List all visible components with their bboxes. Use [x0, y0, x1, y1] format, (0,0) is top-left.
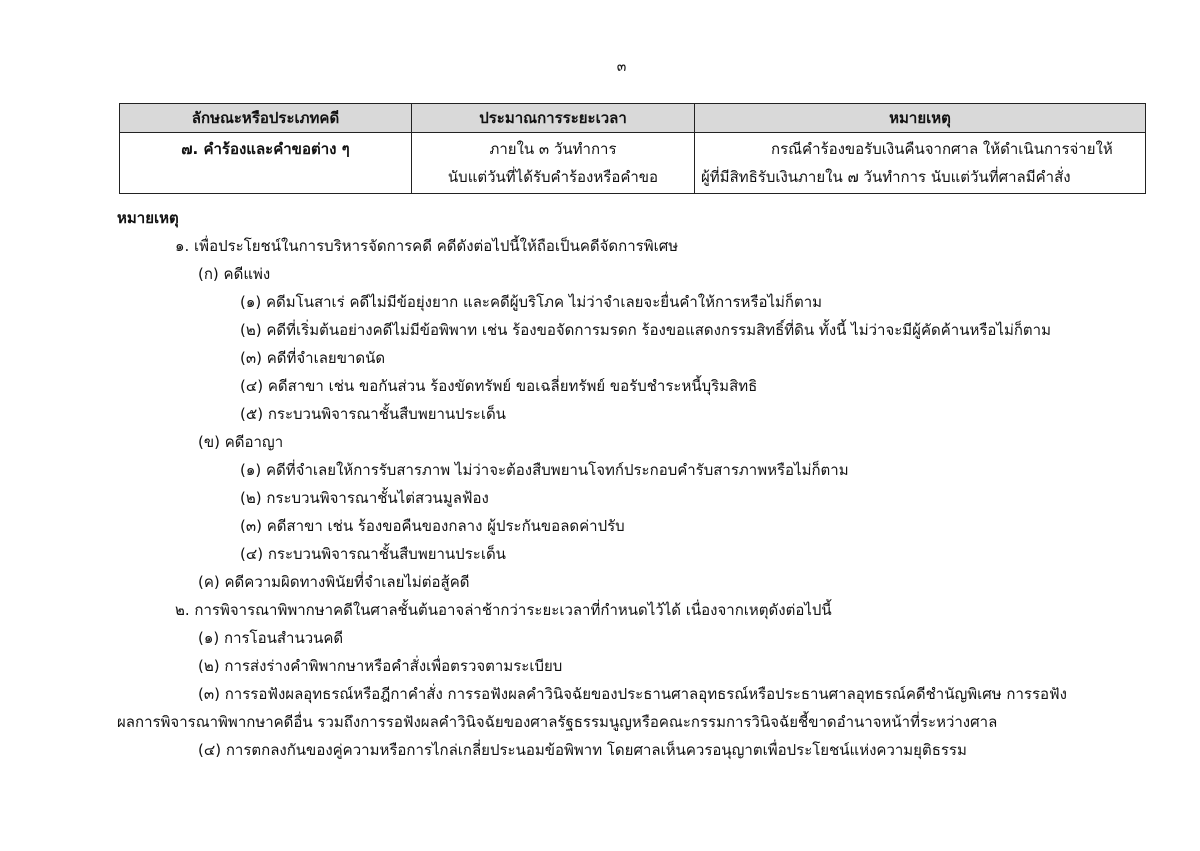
- cell-note: [695, 133, 1146, 194]
- note-line-1: กรณีคำร้องขอรับเงินคืนจากศาล ให้ดำเนินการจ่ายให้: [771, 140, 1113, 158]
- header-case-type: ลักษณะหรือประเภทคดี: [120, 104, 412, 133]
- remark-item: (๓) การรอฟังผลอุทธรณ์หรือฎีกาคำสั่ง การรอฟังผลคำวินิจฉัยของประธานศาลอุทธรณ์หรือประธานศาลอุทธรณ์คดีชำนัญพิเศษ การรอฟัง: [198, 685, 1067, 703]
- remark-item: ๒. การพิจารณาพิพากษาคดีในศาลชั้นต้นอาจล่าช้ากว่าระยะเวลาที่กำหนดไว้ได้ เนื่องจากเหตุดังต่อไปนี้: [175, 601, 832, 619]
- remark-item: (๓) คดีที่จำเลยขาดนัด: [240, 349, 386, 367]
- remark-item: ผลการพิจารณาพิพากษาคดีอื่น รวมถึงการรอฟังผลคำวินิจฉัยของศาลรัฐธรรมนูญหรือคณะกรรมการวินิจฉัยชี้ขาดอำนาจหน้าที่ระหว่างศาล: [117, 713, 998, 731]
- page-number: ๓: [616, 59, 627, 75]
- remark-item: (๒) คดีที่เริ่มต้นอย่างคดีไม่มีข้อพิพาท เช่น ร้องขอจัดการมรดก ร้องขอแสดงกรรมสิทธิ์ที่ดิน ทั้งนี้ ไม่ว่าจะมีผู้คัดค้านหรือไม่ก็ตาม: [240, 321, 1051, 339]
- remark-item: ๑. เพื่อประโยชน์ในการบริหารจัดการคดี คดีดังต่อไปนี้ให้ถือเป็นคดีจัดการพิเศษ: [175, 237, 679, 255]
- remark-item: (๔) กระบวนพิจารณาชั้นสืบพยานประเด็น: [240, 545, 506, 563]
- remark-item: (๑) คดีมโนสาเร่ คดีไม่มีข้อยุ่งยาก และคดีผู้บริโภค ไม่ว่าจำเลยจะยื่นคำให้การหรือไม่ก็ตาม: [240, 293, 823, 311]
- cell-case-type: ๗. คำร้องและคำขอต่าง ๆ: [120, 133, 412, 194]
- remark-item: (๕) กระบวนพิจารณาชั้นสืบพยานประเด็น: [240, 405, 506, 423]
- cell-period: [412, 133, 695, 194]
- remark-item: (ค) คดีความผิดทางพินัยที่จำเลยไม่ต่อสู้คดี: [198, 573, 470, 591]
- note-line-2: ผู้ที่มีสิทธิรับเงินภายใน ๗ วันทำการ นับแต่วันที่ศาลมีคำสั่ง: [701, 168, 1071, 186]
- remark-item: (๒) กระบวนพิจารณาชั้นไต่สวนมูลฟ้อง: [240, 489, 489, 507]
- remark-item: (ก) คดีแพ่ง: [198, 265, 271, 283]
- remarks-heading: หมายเหตุ: [117, 209, 179, 227]
- remark-item: (๒) การส่งร่างคำพิพากษาหรือคำสั่งเพื่อตรวจตามระเบียบ: [198, 657, 563, 675]
- case-duration-table: [119, 103, 1146, 194]
- remark-item: (๓) คดีสาขา เช่น ร้องขอคืนของกลาง ผู้ประกันขอลดค่าปรับ: [240, 517, 625, 535]
- header-estimated-period: ประมาณการระยะเวลา: [412, 104, 695, 133]
- remark-item: (ข) คดีอาญา: [198, 433, 284, 451]
- remark-item: (๔) คดีสาขา เช่น ขอกันส่วน ร้องขัดทรัพย์ ขอเฉลี่ยทรัพย์ ขอรับชำระหนี้บุริมสิทธิ: [240, 377, 758, 395]
- remark-item: (๔) การตกลงกันของคู่ความหรือการไกล่เกลี่ยประนอมข้อพิพาท โดยศาลเห็นควรอนุญาตเพื่อประโยชน์แห่งความยุติธรรม: [198, 741, 967, 759]
- period-line-1: ภายใน ๓ วันทำการ: [489, 140, 617, 158]
- remark-item: (๑) คดีที่จำเลยให้การรับสารภาพ ไม่ว่าจะต้องสืบพยานโจทก์ประกอบคำรับสารภาพหรือไม่ก็ตาม: [240, 461, 849, 479]
- remark-item: (๑) การโอนสำนวนคดี: [198, 629, 344, 647]
- table-row: [120, 133, 1146, 194]
- table-header-row: [120, 104, 1146, 133]
- header-remarks: หมายเหตุ: [695, 104, 1146, 133]
- period-line-2: นับแต่วันที่ได้รับคำร้องหรือคำขอ: [447, 168, 659, 186]
